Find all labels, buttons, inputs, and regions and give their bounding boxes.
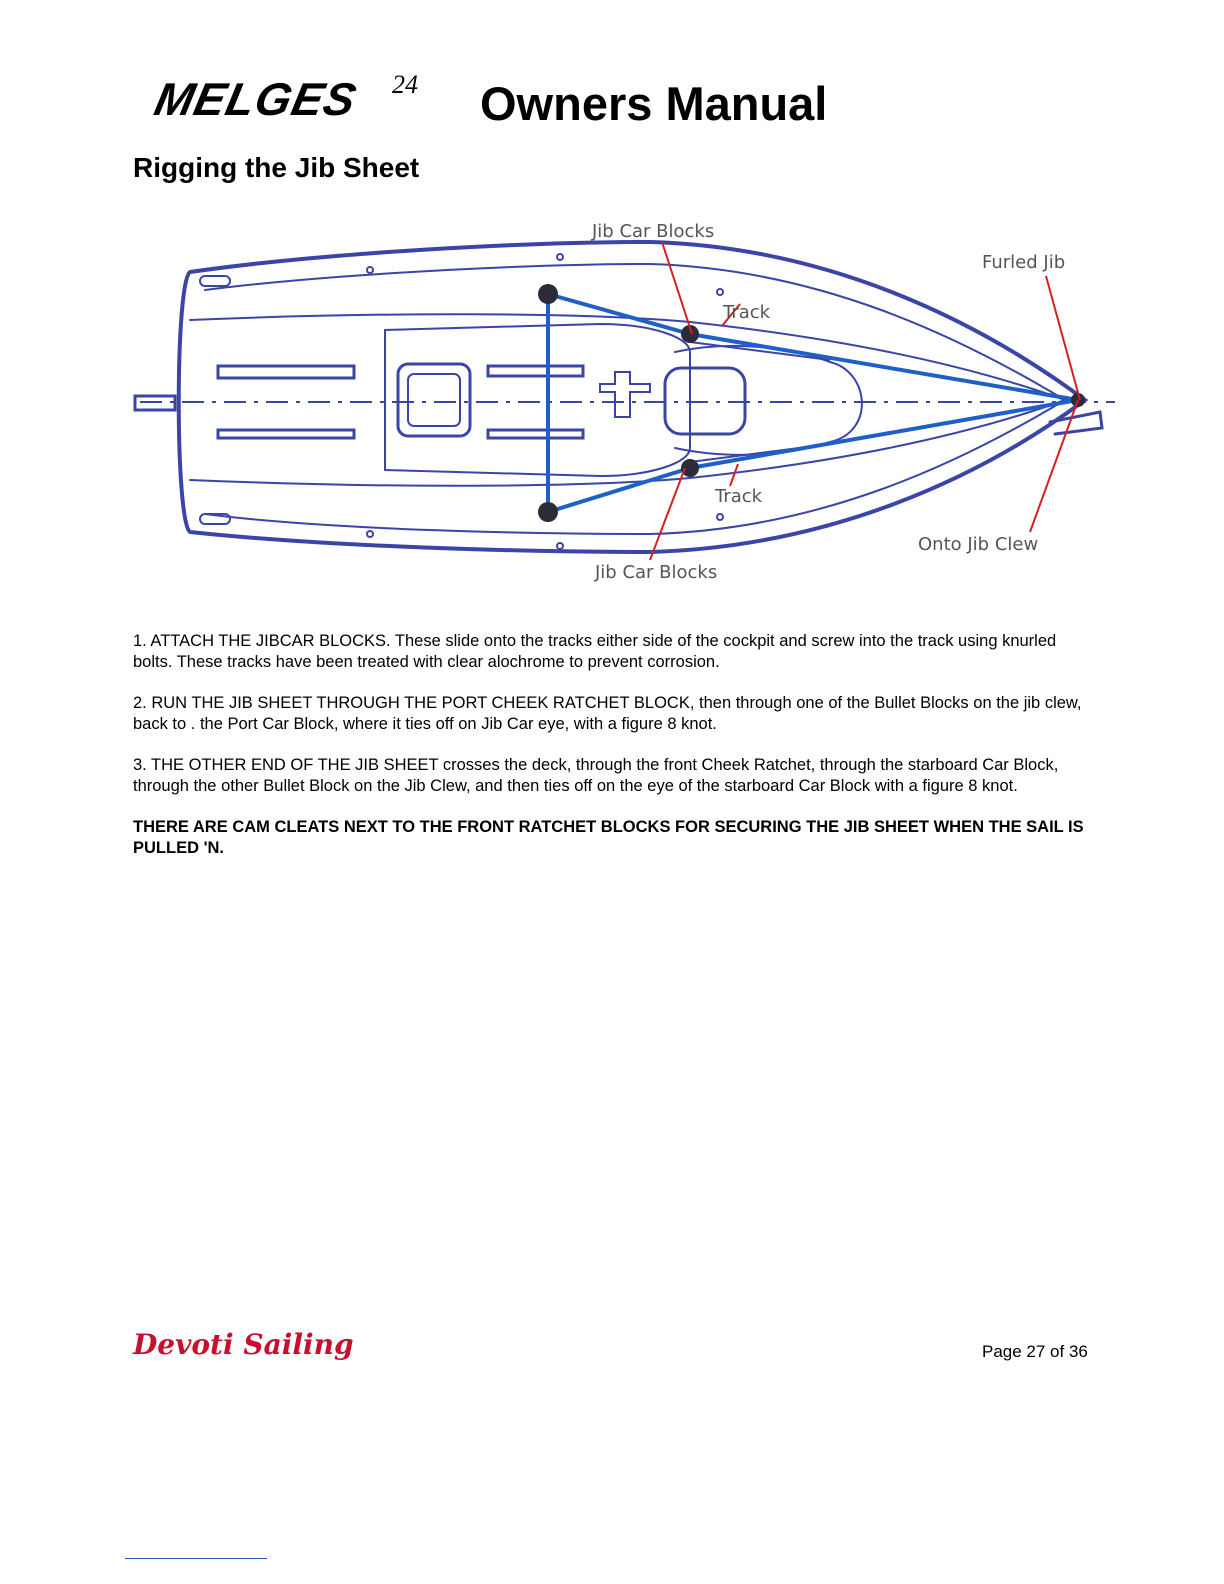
page-number: Page 27 of 36 [982, 1342, 1088, 1361]
section-title: Rigging the Jib Sheet [133, 152, 420, 183]
label-furled-jib: Furled Jib [982, 252, 1066, 273]
instructions [133, 631, 1093, 879]
instruction-step-1: 1. ATTACH THE JIBCAR BLOCKS. These slide onto the tracks either side of the cockpit and screw into the track using knurled bolts. These tracks have been treated with clear alochrome to prevent corrosion. [133, 632, 1057, 671]
logo-superscript: 24 [392, 70, 418, 99]
label-jib-car-blocks-top: Jib Car Blocks [592, 221, 715, 242]
label-jib-car-blocks-bottom: Jib Car Blocks [595, 562, 718, 583]
instruction-step-3: 3. THE OTHER END OF THE JIB SHEET crosses the deck, through the front Cheek Ratchet, through the starboard Car Block, through the other Bullet Block on the Jib Clew, and then ties off on the eye of the starboard Car Block with a figure 8 knot. [133, 756, 1059, 795]
footnote-divider [125, 1558, 267, 1559]
hull-outline [135, 242, 1102, 552]
cam-cleat-notice: THERE ARE CAM CLEATS NEXT TO THE FRONT RATCHET BLOCKS FOR SECURING THE JIB SHEET WHEN THE SAIL IS PULLED 'N. [133, 818, 1084, 857]
page-title: Owners Manual [480, 77, 828, 130]
jib-sheet-rigging-diagram [130, 212, 1120, 592]
jib-car-block-starboard [681, 459, 699, 477]
devoti-sailing-logo: Devoti Sailing [133, 1328, 354, 1361]
label-onto-jib-clew: Onto Jib Clew [918, 534, 1039, 555]
starboard-corner-block [538, 502, 558, 522]
logo-text: MELGES [150, 73, 362, 125]
melges-logo [150, 70, 440, 130]
instruction-step-2: 2. RUN THE JIB SHEET THROUGH THE PORT CHEEK RATCHET BLOCK, then through one of the Bullet Blocks on the jib clew, back to . the Port Car Block, where it ties off on Jib Car eye, with a figure 8 knot. [133, 694, 1082, 733]
label-track-bottom: Track [715, 486, 763, 507]
label-track-top: Track [723, 302, 771, 323]
port-corner-block [538, 284, 558, 304]
